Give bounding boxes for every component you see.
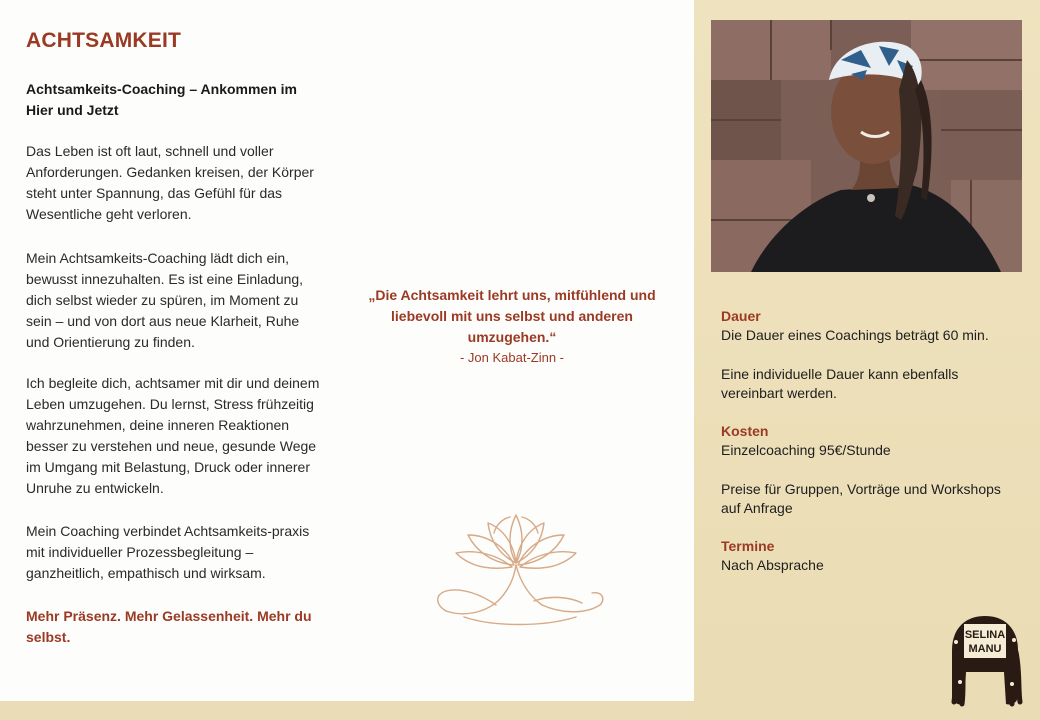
dauer-note: Eine individuelle Dauer kann ebenfalls vereinbart werden. bbox=[721, 366, 959, 401]
paragraph-4: Mein Coaching verbindet Achtsamkeits-praxis mit individueller Prozessbegleitung – ganzheitlich, empathisch und wirksam. bbox=[26, 523, 310, 581]
kosten-text: Einzelcoaching 95€/Stunde bbox=[721, 442, 891, 458]
page-title: ACHTSAMKEIT bbox=[26, 29, 182, 52]
kosten-label: Kosten bbox=[721, 423, 769, 439]
lotus-flower-icon bbox=[424, 505, 608, 635]
portrait-image bbox=[711, 20, 1022, 272]
dauer-text: Die Dauer eines Coachings beträgt 60 min. bbox=[721, 327, 989, 343]
quote-author: - Jon Kabat-Zinn - bbox=[459, 350, 565, 365]
portrait-photo bbox=[711, 20, 1022, 272]
subtitle: Achtsamkeits-Coaching – Ankommen im Hier und Jetzt bbox=[26, 81, 297, 118]
paragraph-2: Mein Achtsamkeits-Coaching lädt dich ein, bewusst innezuhalten. Es ist eine Einladung, dich selbst wieder zu spüren, im Moment zu sein – und von dort aus neue Klarheit, Ruhe und Orientierung zu finden. bbox=[26, 250, 304, 350]
quote: „Die Achtsamkeit lehrt uns, mitfühlend und liebevoll mit uns selbst und anderen umzugehen.“ bbox=[368, 287, 656, 345]
paragraph-1: Das Leben ist oft laut, schnell und voller Anforderungen. Gedanken kreisen, der Körper steht unter Spannung, das Gefühl für das Wesentliche geht verloren. bbox=[26, 143, 314, 222]
svg-text:SELINA: SELINA bbox=[964, 629, 1006, 641]
termine-text: Nach Absprache bbox=[721, 557, 824, 573]
termine-label: Termine bbox=[721, 538, 775, 554]
bottom-strip bbox=[0, 701, 694, 720]
paragraph-3: Ich begleite dich, achtsamer mit dir und deinem Leben umzugehen. Du lernst, Stress frühzeitig wahrzunehmen, deine inneren Reaktionen besser zu verstehen und neue, gesunde Wege im Umgang mit Belastung, Druck oder innerer Unruhe zu entwickeln. bbox=[26, 375, 320, 496]
dauer-label: Dauer bbox=[721, 308, 761, 324]
kosten-note: Preise für Gruppen, Vorträge und Workshops auf Anfrage bbox=[721, 481, 1001, 516]
selina-manu-logo bbox=[944, 612, 1026, 708]
tagline: Mehr Präsenz. Mehr Gelassenheit. Mehr du selbst. bbox=[26, 608, 312, 645]
svg-text:MANU: MANU bbox=[968, 643, 1002, 655]
